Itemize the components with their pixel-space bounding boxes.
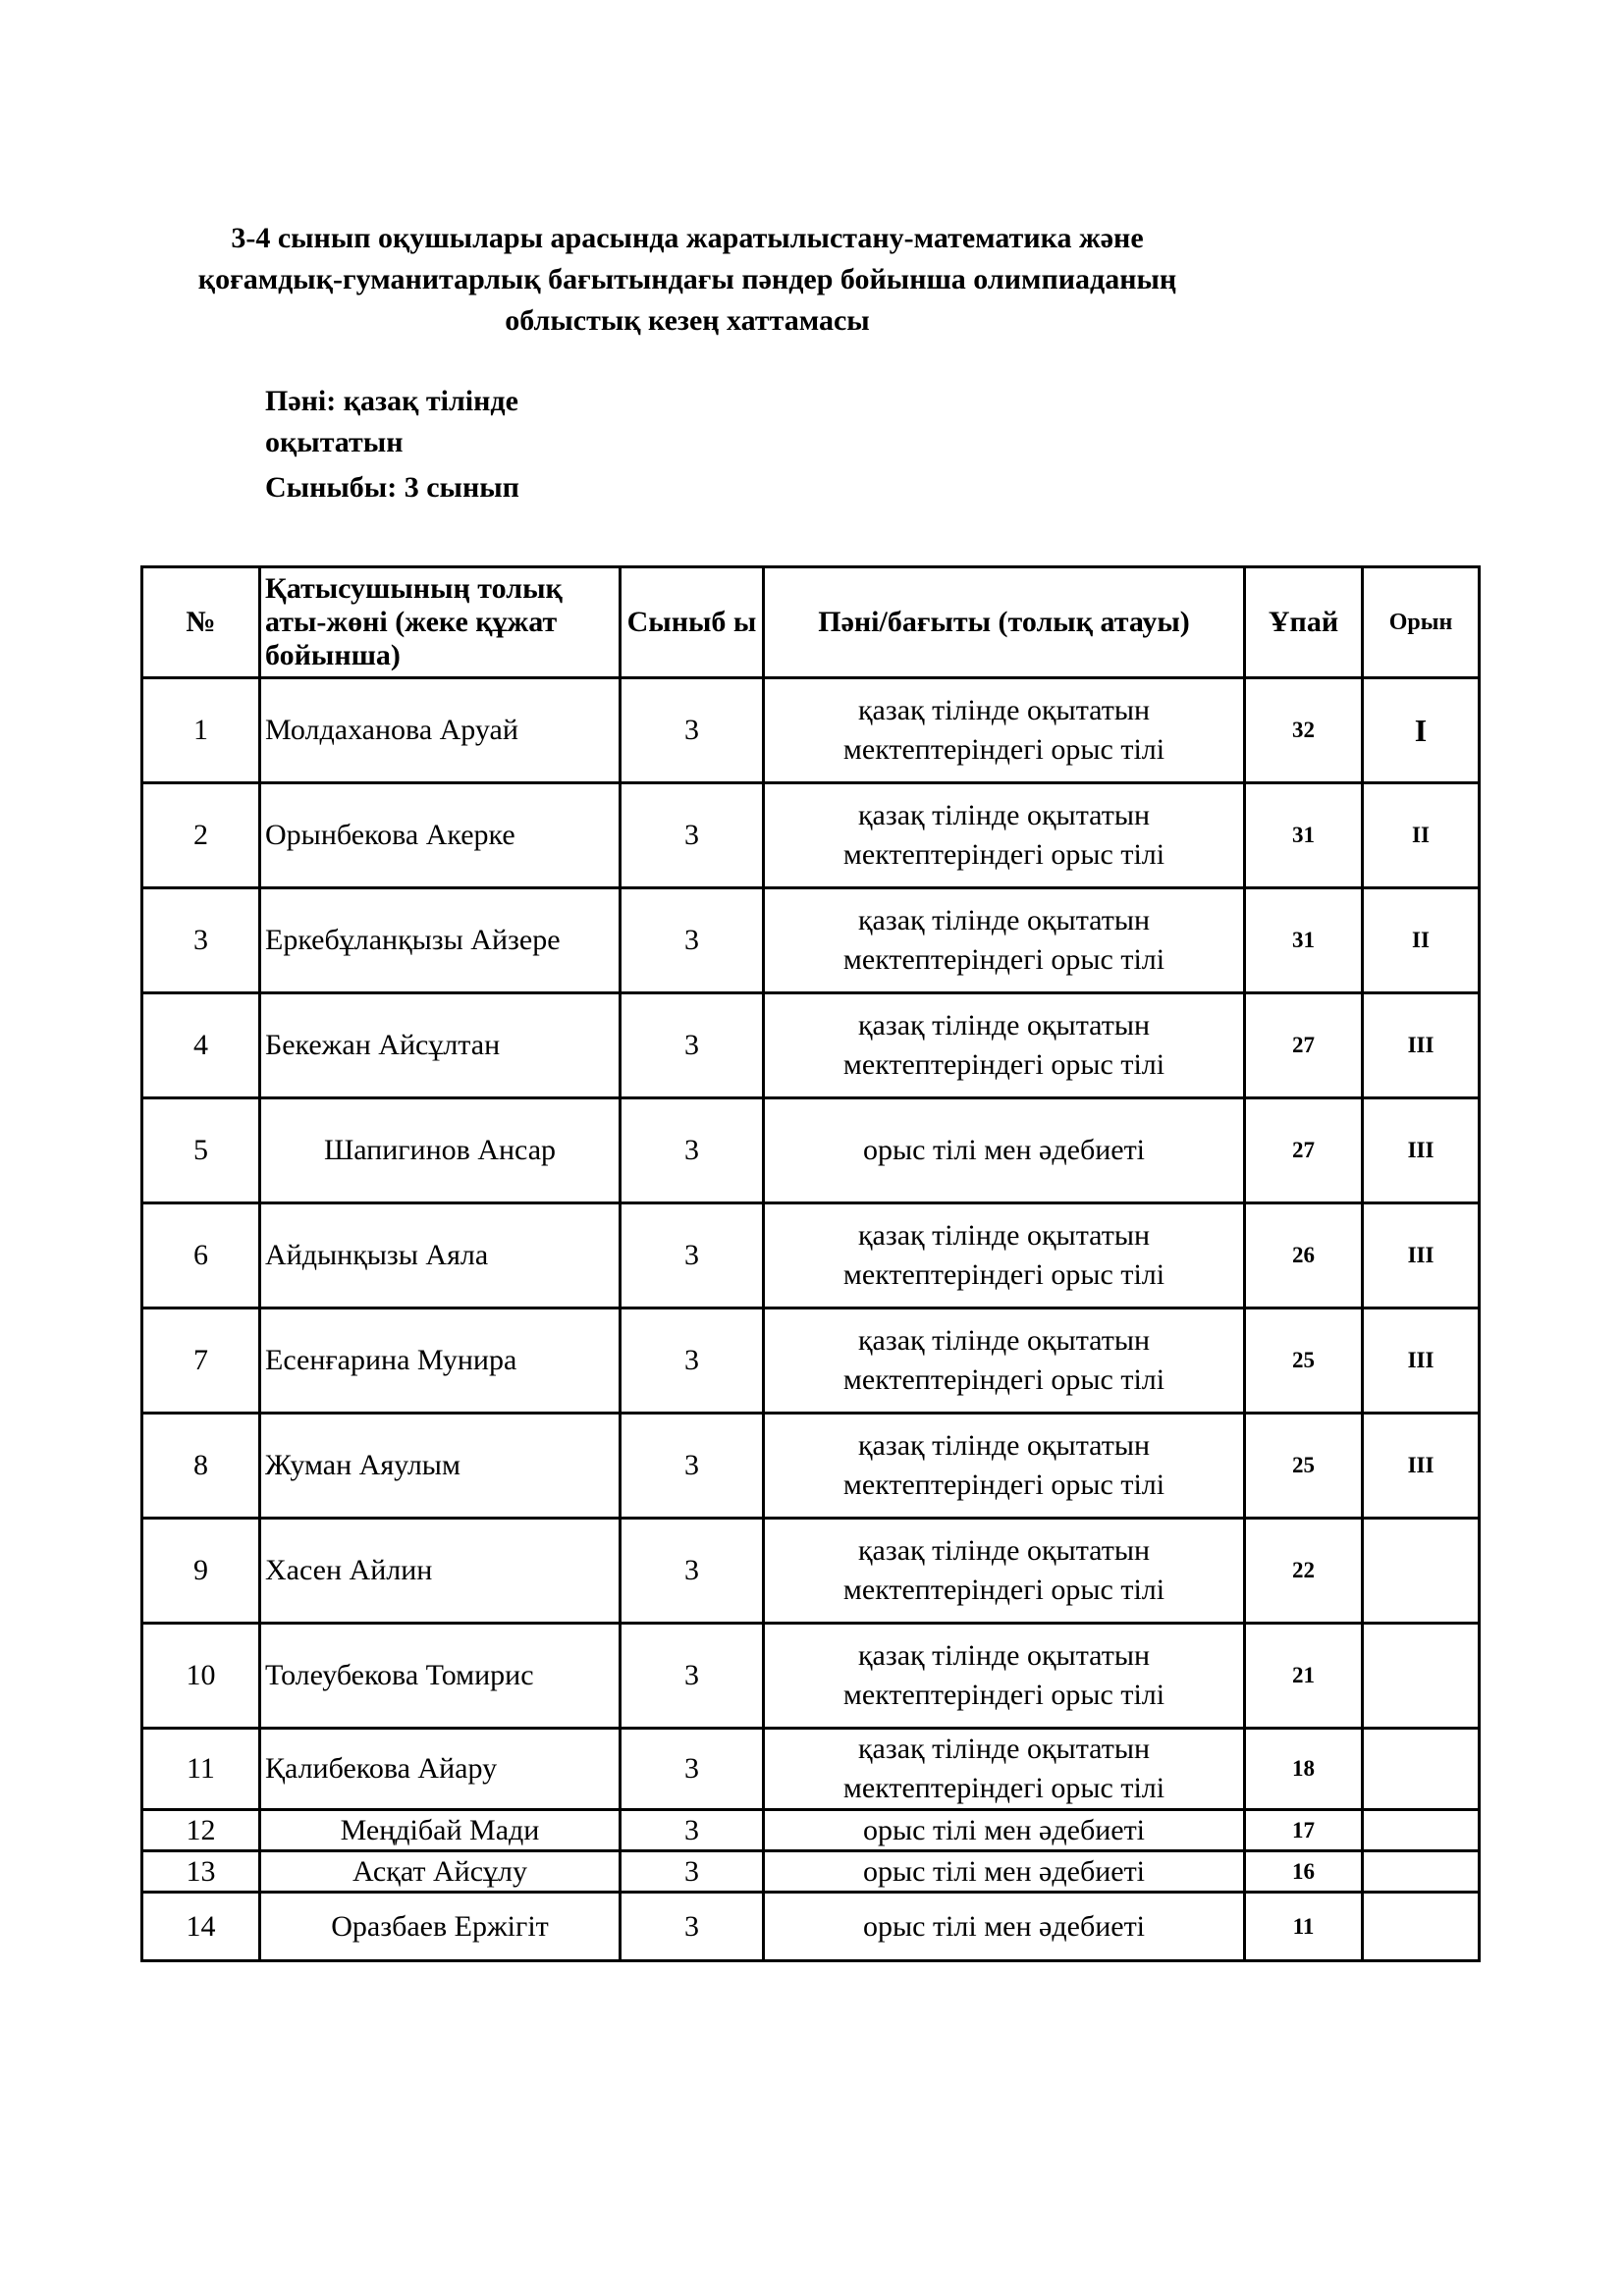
row-name: Оразбаев Ержігіт bbox=[260, 1893, 621, 1961]
row-grade: 3 bbox=[621, 1624, 764, 1729]
row-score: 26 bbox=[1245, 1203, 1363, 1308]
row-subject bbox=[764, 1414, 1245, 1519]
row-subject bbox=[764, 1519, 1245, 1624]
row-place: II bbox=[1363, 888, 1480, 993]
row-num: 12 bbox=[142, 1810, 260, 1851]
row-num: 14 bbox=[142, 1893, 260, 1961]
row-score: 27 bbox=[1245, 1098, 1363, 1203]
row-place bbox=[1363, 1519, 1480, 1624]
row-subject-line-2: мектептеріндегі орыс тілі bbox=[842, 733, 1165, 766]
row-name: Хасен Айлин bbox=[260, 1519, 621, 1624]
table-row bbox=[142, 993, 1480, 1098]
row-place bbox=[1363, 1851, 1480, 1893]
row-place: III bbox=[1363, 1098, 1480, 1203]
table-row bbox=[142, 888, 1480, 993]
row-subject-line-1: қазақ тілінде оқытатын bbox=[857, 1534, 1151, 1567]
header-subject: Пәні/бағыты (толық атауы) bbox=[764, 567, 1245, 678]
table-row bbox=[142, 1851, 1480, 1893]
class-label: Сыныбы: 3 сынып bbox=[265, 471, 519, 504]
row-place bbox=[1363, 1810, 1480, 1851]
row-name: Шапигинов Ансар bbox=[260, 1098, 621, 1203]
row-grade: 3 bbox=[621, 1893, 764, 1961]
row-grade: 3 bbox=[621, 1308, 764, 1414]
title-line-3: облыстық кезең хаттамасы bbox=[505, 304, 870, 337]
row-name: Орынбекова Акерке bbox=[260, 783, 621, 888]
row-subject: орыс тілі мен әдебиеті bbox=[764, 1098, 1245, 1203]
table-row bbox=[142, 1624, 1480, 1729]
row-score: 31 bbox=[1245, 888, 1363, 993]
row-subject-line-2: мектептеріндегі орыс тілі bbox=[842, 1679, 1165, 1711]
row-subject-line-1: қазақ тілінде оқытатын bbox=[857, 694, 1151, 726]
row-subject-line-1: қазақ тілінде оқытатын bbox=[857, 1639, 1151, 1672]
table-row bbox=[142, 783, 1480, 888]
row-grade: 3 bbox=[621, 783, 764, 888]
row-num: 2 bbox=[142, 783, 260, 888]
table-row bbox=[142, 1203, 1480, 1308]
row-subject-line-2: мектептеріндегі орыс тілі bbox=[842, 1574, 1165, 1606]
table-row bbox=[142, 1810, 1480, 1851]
row-grade: 3 bbox=[621, 1810, 764, 1851]
row-place: I bbox=[1363, 678, 1480, 783]
row-name: Қалибекова Айару bbox=[260, 1729, 621, 1810]
row-num: 1 bbox=[142, 678, 260, 783]
row-subject-line-1: қазақ тілінде оқытатын bbox=[857, 1733, 1151, 1765]
row-subject bbox=[764, 888, 1245, 993]
header-score: Ұпай bbox=[1245, 567, 1363, 678]
row-subject-line-2: мектептеріндегі орыс тілі bbox=[842, 1363, 1165, 1396]
row-subject-line-2: мектептеріндегі орыс тілі bbox=[842, 1772, 1165, 1804]
row-score: 32 bbox=[1245, 678, 1363, 783]
row-grade: 3 bbox=[621, 1519, 764, 1624]
row-subject-line-2: мектептеріндегі орыс тілі bbox=[842, 1048, 1165, 1081]
row-score: 25 bbox=[1245, 1308, 1363, 1414]
row-subject-line-2: мектептеріндегі орыс тілі bbox=[842, 838, 1165, 871]
row-subject bbox=[764, 993, 1245, 1098]
row-name: Асқат Айсұлу bbox=[260, 1851, 621, 1893]
row-place bbox=[1363, 1624, 1480, 1729]
row-subject: орыс тілі мен әдебиеті bbox=[764, 1851, 1245, 1893]
row-num: 7 bbox=[142, 1308, 260, 1414]
row-score: 21 bbox=[1245, 1624, 1363, 1729]
table-header-row bbox=[142, 567, 1480, 678]
row-score: 31 bbox=[1245, 783, 1363, 888]
row-name: Жуман Аяулым bbox=[260, 1414, 621, 1519]
row-subject bbox=[764, 783, 1245, 888]
table-row bbox=[142, 1098, 1480, 1203]
row-subject-line-1: қазақ тілінде оқытатын bbox=[857, 799, 1151, 831]
row-num: 4 bbox=[142, 993, 260, 1098]
row-num: 11 bbox=[142, 1729, 260, 1810]
table-row bbox=[142, 1729, 1480, 1810]
document-title bbox=[118, 218, 1257, 342]
subject-label bbox=[265, 381, 589, 463]
row-subject: орыс тілі мен әдебиеті bbox=[764, 1893, 1245, 1961]
row-subject: орыс тілі мен әдебиеті bbox=[764, 1810, 1245, 1851]
header-place: Орын bbox=[1363, 567, 1480, 678]
header-name: Қатысушының толық аты-жөні (жеке құжат бойынша) bbox=[260, 567, 621, 678]
row-score: 27 bbox=[1245, 993, 1363, 1098]
row-name: Еркебұланқызы Айзере bbox=[260, 888, 621, 993]
title-line-2: қоғамдық-гуманитарлық бағытындағы пәндер бойынша олимпиаданың bbox=[197, 263, 1177, 295]
row-subject bbox=[764, 1203, 1245, 1308]
row-subject bbox=[764, 1624, 1245, 1729]
row-grade: 3 bbox=[621, 1098, 764, 1203]
row-subject-line-1: қазақ тілінде оқытатын bbox=[857, 904, 1151, 936]
row-score: 18 bbox=[1245, 1729, 1363, 1810]
row-grade: 3 bbox=[621, 1414, 764, 1519]
row-subject-line-2: мектептеріндегі орыс тілі bbox=[842, 943, 1165, 976]
row-num: 9 bbox=[142, 1519, 260, 1624]
row-place bbox=[1363, 1893, 1480, 1961]
row-score: 17 bbox=[1245, 1810, 1363, 1851]
row-place bbox=[1363, 1729, 1480, 1810]
row-subject-line-1: қазақ тілінде оқытатын bbox=[857, 1429, 1151, 1462]
table-row bbox=[142, 1893, 1480, 1961]
row-num: 8 bbox=[142, 1414, 260, 1519]
row-score: 16 bbox=[1245, 1851, 1363, 1893]
row-place: III bbox=[1363, 1203, 1480, 1308]
row-score: 25 bbox=[1245, 1414, 1363, 1519]
row-place: III bbox=[1363, 993, 1480, 1098]
row-grade: 3 bbox=[621, 888, 764, 993]
table-row bbox=[142, 1414, 1480, 1519]
row-subject-line-2: мектептеріндегі орыс тілі bbox=[842, 1258, 1165, 1291]
row-subject bbox=[764, 1729, 1245, 1810]
row-num: 3 bbox=[142, 888, 260, 993]
row-subject-line-1: қазақ тілінде оқытатын bbox=[857, 1009, 1151, 1041]
subject-label-line-2: оқытатын bbox=[265, 426, 404, 458]
row-subject bbox=[764, 1308, 1245, 1414]
row-subject-line-1: қазақ тілінде оқытатын bbox=[857, 1219, 1151, 1252]
row-num: 5 bbox=[142, 1098, 260, 1203]
row-name: Меңдібай Мади bbox=[260, 1810, 621, 1851]
title-line-1: 3-4 сынып оқушылары арасында жаратылыстану-математика және bbox=[231, 222, 1144, 254]
row-grade: 3 bbox=[621, 1851, 764, 1893]
row-grade: 3 bbox=[621, 1729, 764, 1810]
row-num: 13 bbox=[142, 1851, 260, 1893]
row-grade: 3 bbox=[621, 1203, 764, 1308]
row-name: Бекежан Айсұлтан bbox=[260, 993, 621, 1098]
header-grade: Сыныб ы bbox=[621, 567, 764, 678]
row-score: 11 bbox=[1245, 1893, 1363, 1961]
row-score: 22 bbox=[1245, 1519, 1363, 1624]
table-row bbox=[142, 1308, 1480, 1414]
table-row bbox=[142, 1519, 1480, 1624]
row-name: Молдаханова Аруай bbox=[260, 678, 621, 783]
row-place: III bbox=[1363, 1414, 1480, 1519]
row-num: 6 bbox=[142, 1203, 260, 1308]
row-name: Айдынқызы Аяла bbox=[260, 1203, 621, 1308]
row-name: Толеубекова Томирис bbox=[260, 1624, 621, 1729]
row-place: II bbox=[1363, 783, 1480, 888]
row-subject-line-1: қазақ тілінде оқытатын bbox=[857, 1324, 1151, 1357]
row-grade: 3 bbox=[621, 678, 764, 783]
row-grade: 3 bbox=[621, 993, 764, 1098]
row-num: 10 bbox=[142, 1624, 260, 1729]
row-name: Есенғарина Мунира bbox=[260, 1308, 621, 1414]
subject-label-line-1: Пәні: қазақ тілінде bbox=[265, 385, 518, 417]
row-place: III bbox=[1363, 1308, 1480, 1414]
header-num: № bbox=[142, 567, 260, 678]
row-subject bbox=[764, 678, 1245, 783]
table-row bbox=[142, 678, 1480, 783]
results-table bbox=[140, 565, 1481, 1962]
row-subject-line-2: мектептеріндегі орыс тілі bbox=[842, 1468, 1165, 1501]
